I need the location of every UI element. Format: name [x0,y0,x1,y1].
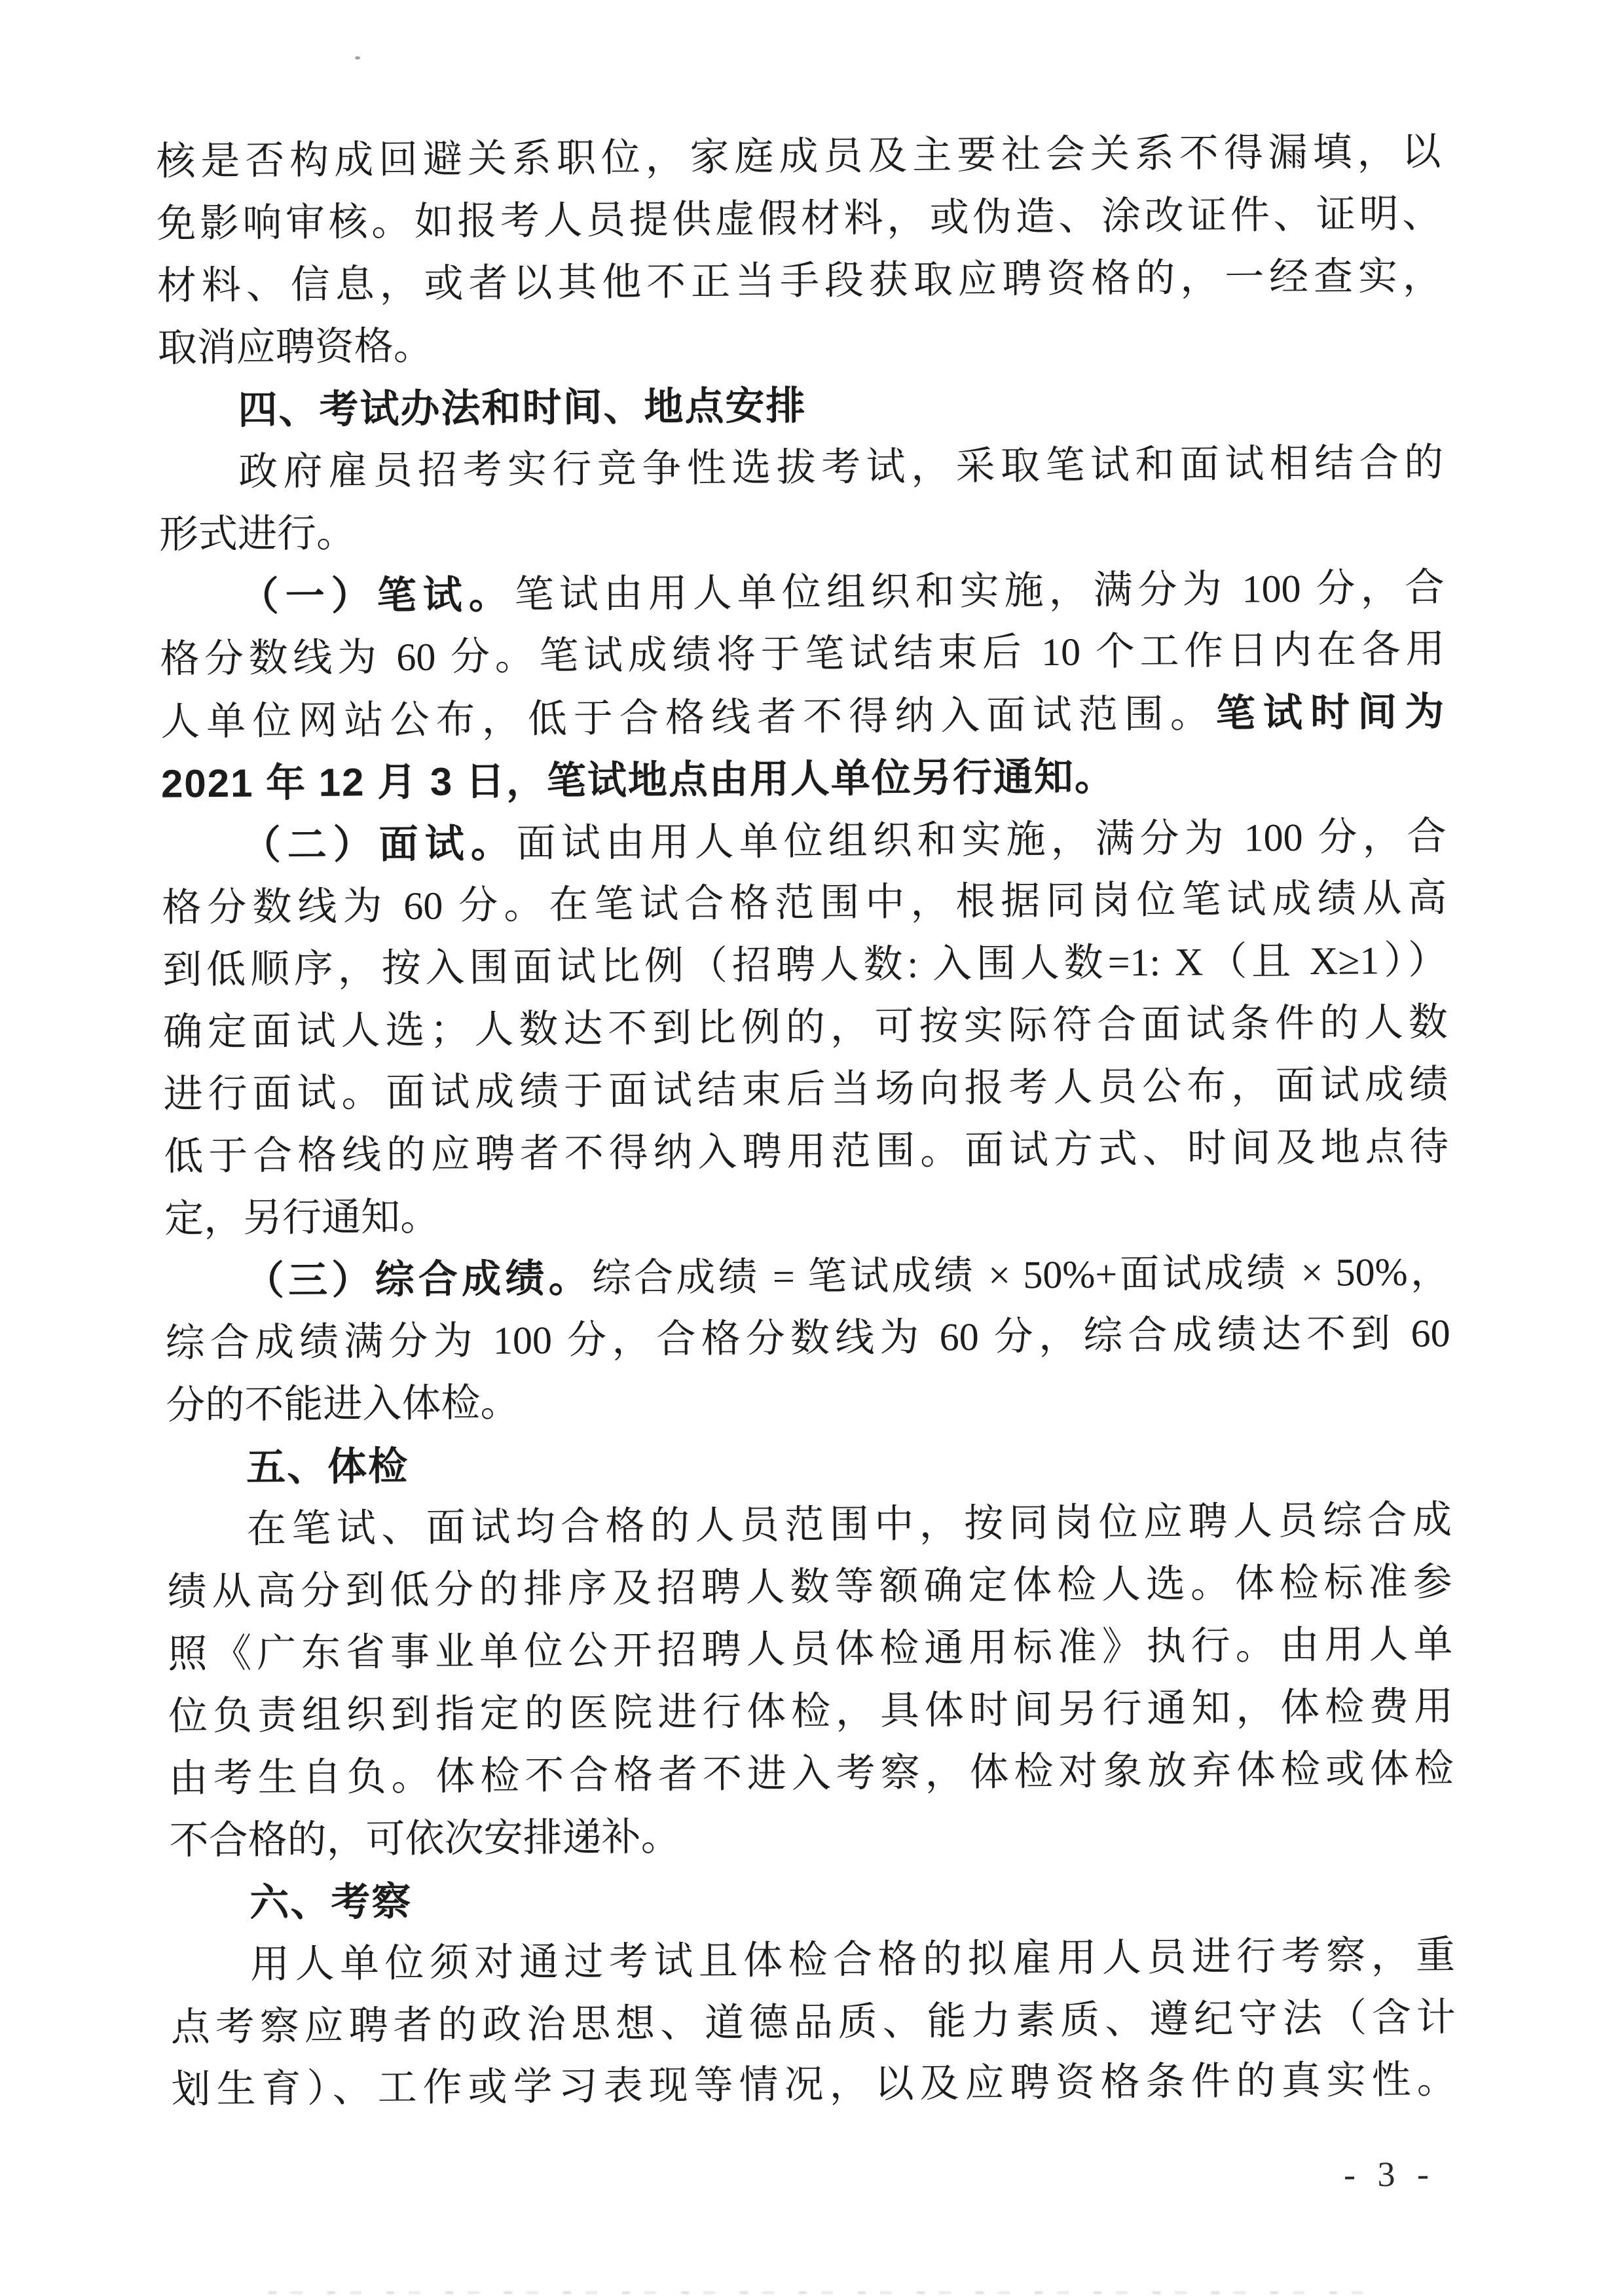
text-line [171,2049,1456,2121]
text-segment: 材料、信息，或者以其他不正当手段获取应聘资格的，一经查实， [157,254,1443,308]
text-segment: 取消应聘资格。 [157,324,433,370]
page-number: - 3 - [1343,2154,1436,2195]
scan-artifact [268,2291,1382,2294]
text-segment: 低于合格线的应聘者不得纳入聘用范围。面试方式、时间及地点待 [164,1125,1449,1178]
text-segment: 在笔试、面试均合格的人员范围中，按同岗位应聘人员综合成 [246,1498,1452,1551]
text-segment: 划生育）、工作或学习表现等情况，以及应聘资格条件的真实性。 [171,2058,1456,2111]
text-line [165,1302,1450,1374]
text-segment: 用人单位须对通过考试且体检合格的拟雇用人员进行考察，重 [249,1933,1456,1986]
text-line [169,1800,1454,1872]
text-line [159,556,1445,628]
bold-text-segment: 五、体检 [246,1444,409,1489]
text-line [156,120,1441,192]
text-segment: 位负责组织到指定的医院进行体检，具体时间另行通知，体检费用 [168,1685,1454,1738]
text-line [160,618,1445,690]
text-line [157,245,1443,317]
text-line [157,307,1443,379]
text-line [161,742,1447,814]
text-segment: 人单位网站公布，低于合格线者不得纳入面试范围。 [160,692,1217,744]
text-line [161,805,1447,877]
text-segment: 核是否构成回避关系职位，家庭成员及主要社会关系不得漏填，以 [156,130,1441,183]
text-segment: 综合成绩 = 笔试成绩 × 50%+面试成绩 × 50%， [591,1250,1450,1300]
text-line [170,1986,1456,2058]
text-line [168,1675,1454,1747]
text-segment: 面试由用人单位组织和实施，满分为 100 分，合 [516,814,1447,866]
text-line [168,1613,1453,1685]
text-segment: 进行面试。面试成绩于面试结束后当场向报考人员公布，面试成绩 [163,1063,1449,1116]
text-segment: 格分数线为 60 分。在笔试合格范围中，根据同岗位笔试成绩从高 [162,876,1447,930]
text-segment: 格分数线为 60 分。笔试成绩将于笔试结束后 10 个工作日内在各用 [160,627,1445,681]
text-line [166,1427,1452,1499]
text-segment: 分的不能进入体检。 [166,1381,520,1427]
text-segment: 综合成绩满分为 100 分，合格分数线为 60 分，综合成绩达不到 60 [165,1311,1450,1365]
text-segment: 绩从高分到低分的排序及招聘人数等额确定体检人选。体检标准参 [167,1560,1452,1614]
text-line [165,1240,1450,1312]
bold-text-segment: 六、考察 [249,1879,413,1925]
bold-text-segment: （二）面试。 [241,821,517,867]
text-segment: 定，另行通知。 [164,1195,440,1241]
bold-text-segment: （三）综合成绩。 [244,1256,593,1303]
text-line [170,1862,1455,1934]
text-segment: 到低顺序，按入围面试比例（招聘人数: 入围人数=1: X（且 X≥1）） [162,938,1448,992]
bold-text-segment: （一）笔试。 [239,572,515,619]
text-segment: 形式进行。 [158,511,356,556]
text-segment: 政府雇员招考实行竞争性选拔考试，采取笔试和面试相结合的 [238,441,1444,494]
bold-text-segment: 笔试时间为 [1215,689,1446,736]
text-segment: 不合格的，可依次安排递补。 [169,1815,680,1863]
text-line [166,1364,1451,1436]
text-segment: 免影响审核。如报考人员提供虚假材料，或伪造、涂改证件、证明、 [156,192,1442,246]
text-segment: 点考察应聘者的政治思想、道德品质、能力素质、遵纪守法（含计 [170,1995,1456,2049]
text-line [160,680,1446,752]
text-line [163,991,1449,1063]
text-segment: 照《广东省事业单位公开招聘人员体检通用标准》执行。由用人单 [168,1622,1453,1676]
text-line [157,183,1442,255]
text-line [164,1178,1450,1250]
text-line [167,1489,1452,1561]
text-line [158,369,1443,441]
text-line [167,1551,1452,1623]
text-line [158,431,1444,503]
text-line [168,1738,1454,1810]
text-line [162,867,1447,939]
text-line [159,494,1445,566]
document-body [156,120,1456,2121]
scan-speck [355,56,360,60]
text-line [164,1116,1449,1188]
text-segment: 由考生自负。体检不合格者不进入考察，体检对象放弃体检或体检 [168,1747,1454,1800]
text-segment: 确定面试人选；人数达不到比例的，可按实际符合面试条件的人数 [162,1000,1449,1054]
bold-text-segment: 2021 年 12 月 3 日，笔试地点由用人单位另行通知。 [160,754,1116,806]
text-line [162,929,1448,1001]
bold-text-segment: 四、考试办法和时间、地点安排 [238,383,807,432]
text-segment: 笔试由用人单位组织和实施，满分为 100 分，合 [514,566,1445,617]
text-line [170,1924,1456,1996]
text-line [163,1053,1449,1125]
